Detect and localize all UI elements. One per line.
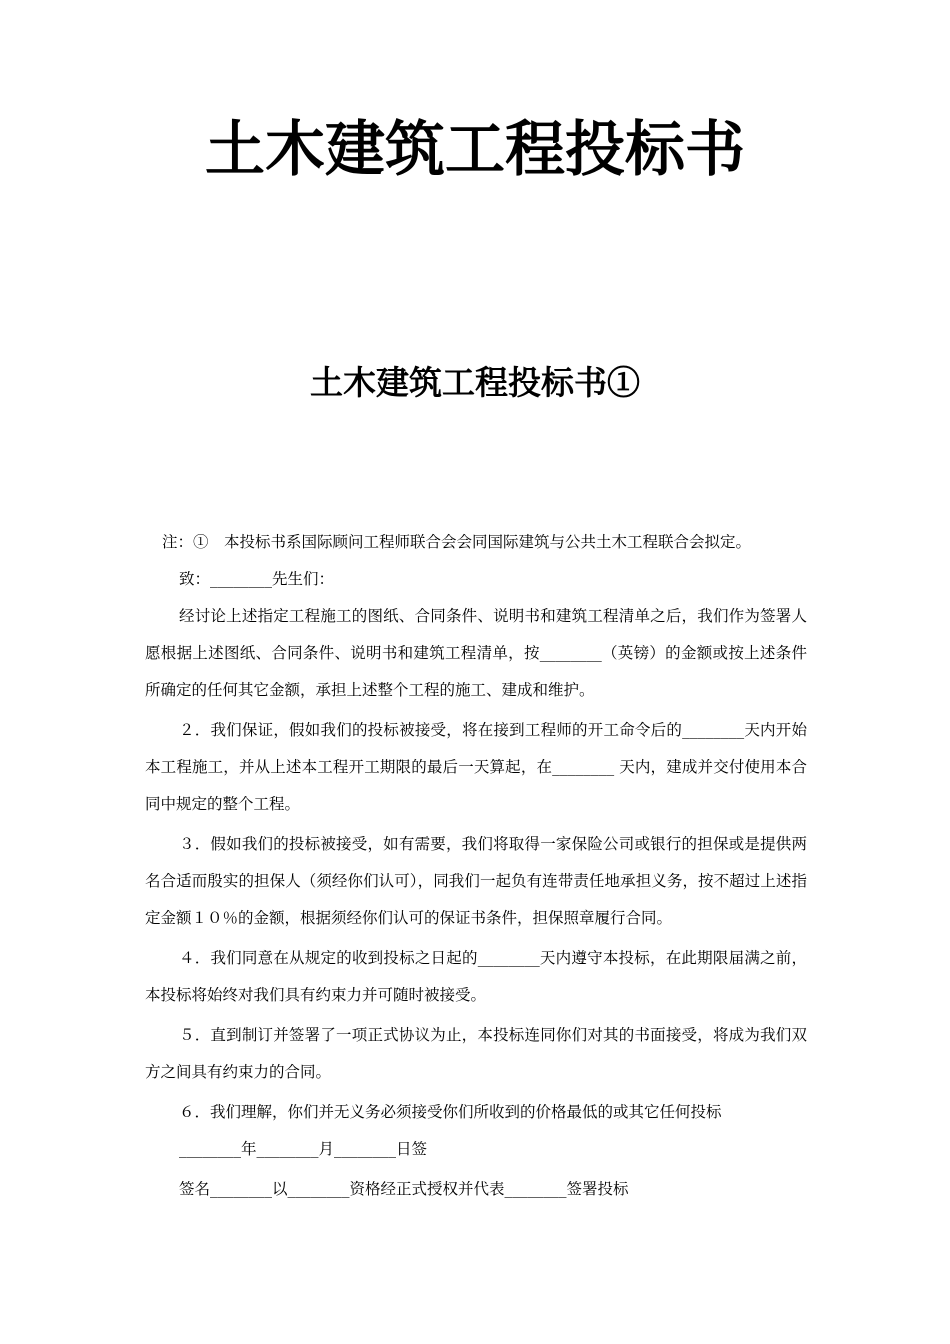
- note-paragraph: 注：① 本投标书系国际顾问工程师联合会会同国际建筑与公共土木工程联合会拟定。: [162, 533, 752, 551]
- signature-line: 签名________以________资格经正式授权并代表________签署投标: [179, 1180, 629, 1198]
- salutation: 致：________先生们：: [179, 570, 335, 588]
- paragraph-5: ５．直到制订并签署了一项正式协议为止，本投标连同你们对其的书面接受，将成为我们双方之间具有约束力的合同。: [145, 1026, 807, 1081]
- main-title: 土木建筑工程投标书: [205, 115, 745, 185]
- date-line: ________年________月________日签: [179, 1140, 428, 1158]
- paragraph-4: ４．我们同意在从规定的收到投标之日起的________天内遵守本投标，在此期限届满之前，本投标将始终对我们具有约束力并可随时被接受。: [145, 949, 807, 1004]
- document-body: [145, 524, 807, 1208]
- paragraph-3: ３．假如我们的投标被接受，如有需要，我们将取得一家保险公司或银行的担保或是提供两名合适而殷实的担保人（须经你们认可），同我们一起负有连带责任地承担义务，按不超过上述指定金额１０％的金额，根据须经你们认可的保证书条件，担保照章履行合同。: [145, 835, 807, 927]
- paragraph-1: 经讨论上述指定工程施工的图纸、合同条件、说明书和建筑工程清单之后，我们作为签署人愿根据上述图纸、合同条件、说明书和建筑工程清单，按________（英镑）的金额或按上述条件所确定的任何其它金额，承担上述整个工程的施工、建成和维护。: [145, 607, 807, 699]
- sub-title: 土木建筑工程投标书①: [310, 363, 640, 402]
- paragraph-6: ６．我们理解，你们并无义务必须接受你们所收到的价格最低的或其它任何投标: [179, 1103, 722, 1121]
- paragraph-2: ２．我们保证，假如我们的投标被接受，将在接到工程师的开工命令后的________天内开始本工程施工，并从上述本工程开工期限的最后一天算起，在________ 天内，建成并交付使用本合同中规定的整个工程。: [145, 721, 807, 813]
